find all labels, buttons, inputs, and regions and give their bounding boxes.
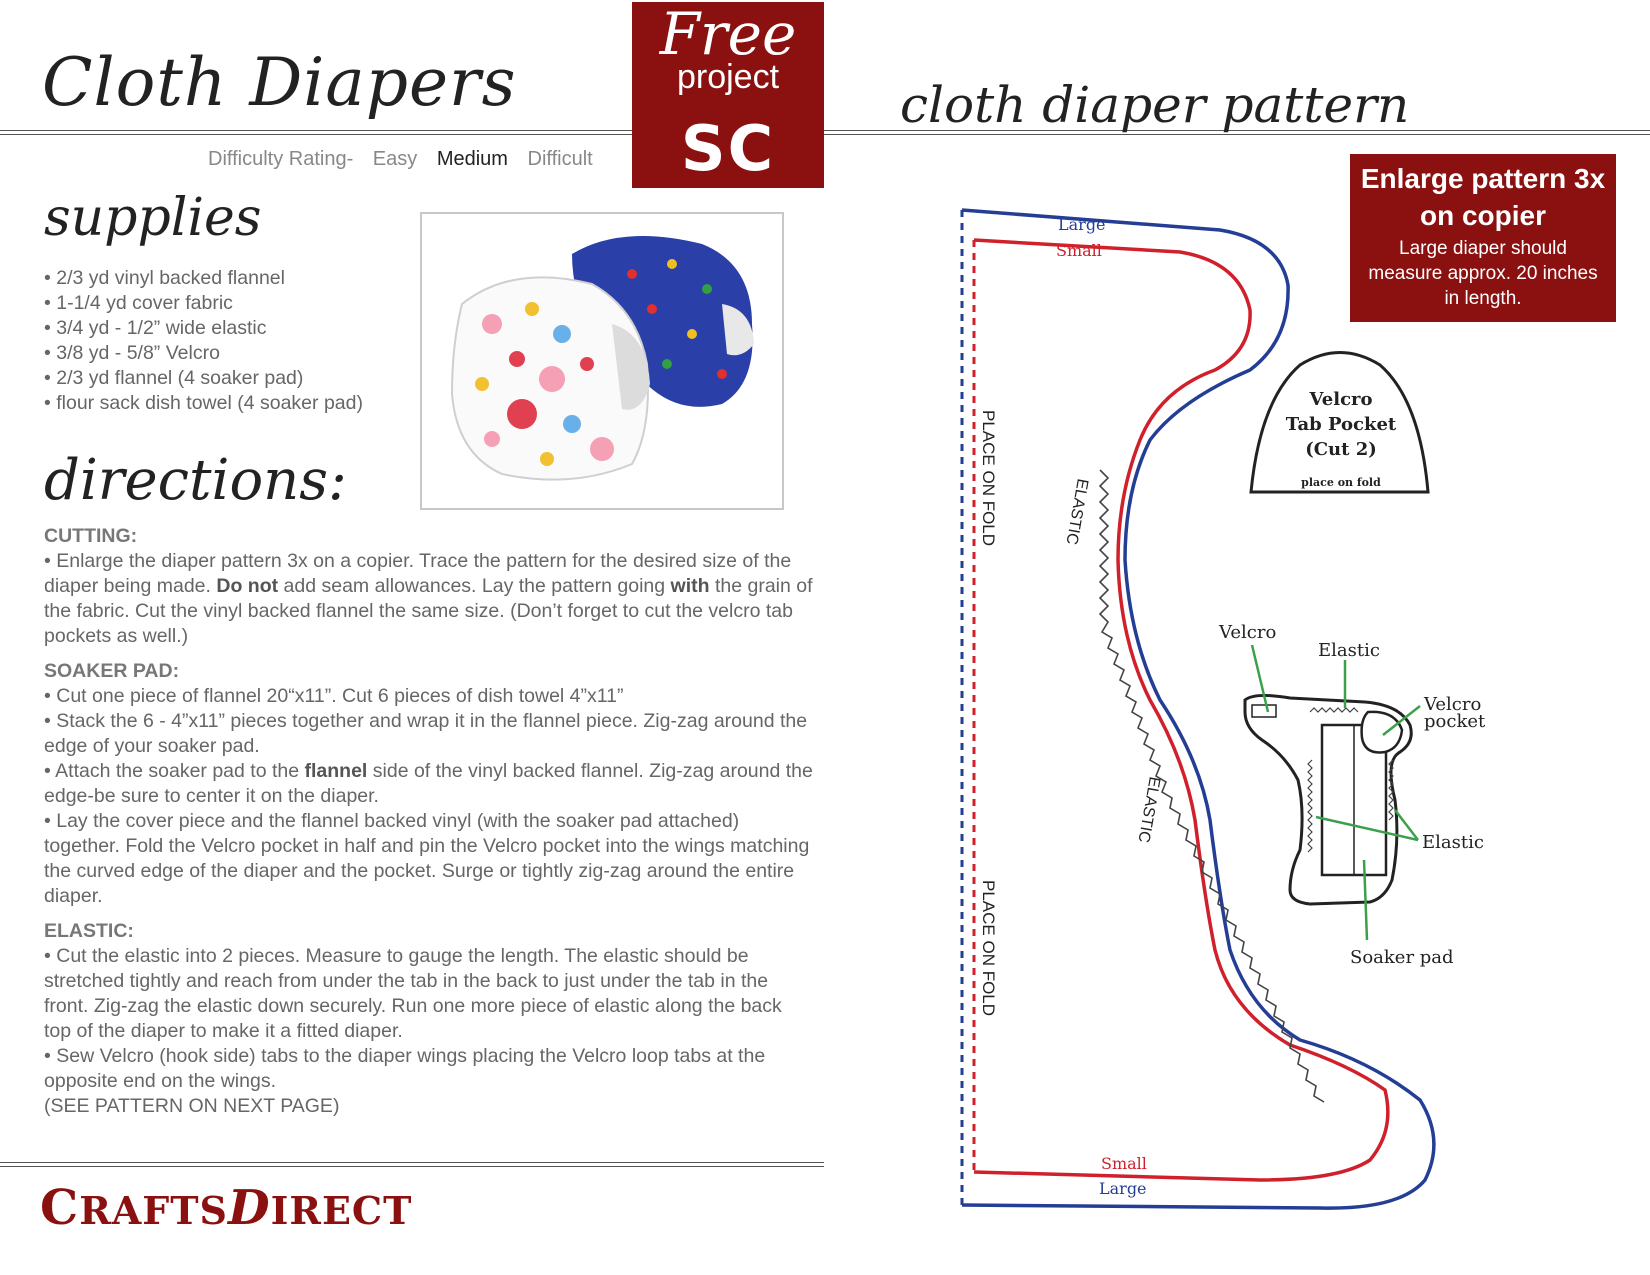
difficulty-rating [208, 148, 607, 171]
elastic-label: ELASTIC [1062, 477, 1091, 546]
diaper-assembly-diagram [1245, 645, 1420, 940]
tab-pocket-fold-note: place on fold [1301, 476, 1381, 489]
soaker-step: • Lay the cover piece and the flannel backed vinyl (with the soaker pad attached) together. Fold the Velcro pocket in half and pin the Velcro pocket into the wings matching the curved edge of the diaper and the pocket. Surge or tightly zig-zag around the entire diaper. [44, 810, 810, 907]
pattern-title: cloth diaper pattern [900, 76, 1410, 134]
supply-item: • 3/8 yd - 5/8” Velcro [44, 342, 220, 364]
diaper-photo [420, 212, 784, 510]
soaker-step [44, 759, 814, 809]
header-rule-left [0, 130, 632, 135]
difficulty-label: Difficulty Rating- [208, 148, 354, 170]
badge-free: Free [659, 0, 797, 68]
page-title: Cloth Diapers [42, 44, 517, 121]
brand-logo [40, 1180, 412, 1236]
diagram-label-velcro: Velcro [1219, 622, 1277, 643]
footer-rule [0, 1162, 824, 1167]
soaker-bold-flannel: flannel [304, 760, 368, 782]
supplies-list [44, 266, 363, 416]
diagram-label-soaker-pad: Soaker pad [1350, 947, 1454, 968]
supplies-heading: supplies [44, 188, 262, 248]
diagram-label-velcro-pocket: pocket [1424, 711, 1486, 732]
soaker-title: SOAKER PAD: [44, 660, 180, 682]
cutting-text-2: add seam allowances. Lay the pattern going [278, 575, 671, 597]
supply-item: • 2/3 yd flannel (4 soaker pad) [44, 367, 304, 389]
supply-item: • 2/3 yd vinyl backed flannel [44, 267, 285, 289]
cutting-text-3: the grain of the fabric. Cut the vinyl backed flannel the same size. (Don’t forget to cut the velcro tab pockets as well.) [44, 575, 813, 647]
cutting-paragraph [44, 549, 814, 649]
cutting-text-1: • Enlarge the diaper pattern 3x on a copier. Trace the pattern for the desired size of the diaper being made. [44, 550, 792, 597]
place-on-fold-label: PLACE ON FOLD [979, 410, 998, 547]
difficulty-easy: Easy [372, 148, 418, 170]
label-small-bottom: Small [1101, 1154, 1147, 1173]
enlarge-title: Enlarge pattern 3x on copier [1360, 163, 1606, 231]
brand-c: C [40, 1180, 80, 1236]
badge-code: SC [680, 112, 776, 185]
tab-pocket-line-2: Tab Pocket [1285, 414, 1397, 435]
free-project-badge [632, 2, 824, 188]
elastic-zigzag [1100, 470, 1324, 1102]
tab-pocket-line-3: (Cut 2) [1305, 439, 1377, 460]
label-large-top: Large [1058, 215, 1106, 234]
diagram-label-velcro-pocket: Velcro [1424, 694, 1482, 715]
soaker-text-1: • Attach the soaker pad to the [44, 760, 305, 782]
label-large-bottom: Large [1099, 1179, 1147, 1198]
difficulty-medium: Medium [436, 148, 508, 170]
supply-item: • flour sack dish towel (4 soaker pad) [44, 392, 363, 414]
tab-pocket-line-1: Velcro [1309, 389, 1373, 410]
supply-item: • 3/4 yd - 1/2” wide elastic [44, 317, 267, 339]
brand-rafts: RAFTS [79, 1188, 228, 1233]
brand-irect: IRECT [270, 1188, 413, 1233]
elastic-step: • Cut the elastic into 2 pieces. Measure to gauge the length. The elastic should be stretched tightly and reach from under the tab in the back to just under the tab in the front. Zig-zag the elastic down securely. Run one more piece of elastic along the back top of the diaper to make it a fitted diaper. [44, 945, 782, 1042]
badge-project: project [676, 58, 780, 96]
brand-d: D [227, 1180, 271, 1236]
elastic-label: ELASTIC [1134, 775, 1163, 844]
diaper-photo-illustration [422, 214, 782, 508]
enlarge-body: Large diaper should measure approx. 20 inches in length. [1368, 238, 1598, 309]
cutting-title: CUTTING: [44, 525, 138, 547]
elastic-step: (SEE PATTERN ON NEXT PAGE) [44, 1095, 340, 1117]
place-on-fold-lines [962, 210, 974, 1205]
diagram-label-elastic-top: Elastic [1318, 640, 1380, 661]
directions-heading: directions: [44, 448, 347, 513]
directions-body [44, 524, 814, 1119]
supply-item: • 1-1/4 yd cover fabric [44, 292, 233, 314]
place-on-fold-label: PLACE ON FOLD [979, 880, 998, 1017]
elastic-step: • Sew Velcro (hook side) tabs to the diaper wings placing the Velcro loop tabs at the opposite end on the wings. [44, 1045, 766, 1092]
soaker-step: • Stack the 6 - 4”x11” pieces together and wrap it in the flannel piece. Zig-zag around the edge of your soaker pad. [44, 710, 808, 757]
soaker-text-2: side of the vinyl backed flannel. Zig-zag around the edge-be sure to center it on the diaper. [44, 760, 813, 807]
difficulty-difficult: Difficult [527, 148, 593, 170]
cutting-bold-do-not: Do not [216, 575, 279, 597]
diagram-label-elastic-side: Elastic [1422, 832, 1484, 853]
soaker-step: • Cut one piece of flannel 20“x11”. Cut 6 pieces of dish towel 4”x11” [44, 685, 624, 707]
cutting-bold-with: with [670, 575, 710, 597]
label-small-top: Small [1056, 241, 1102, 260]
elastic-title: ELASTIC: [44, 920, 134, 942]
